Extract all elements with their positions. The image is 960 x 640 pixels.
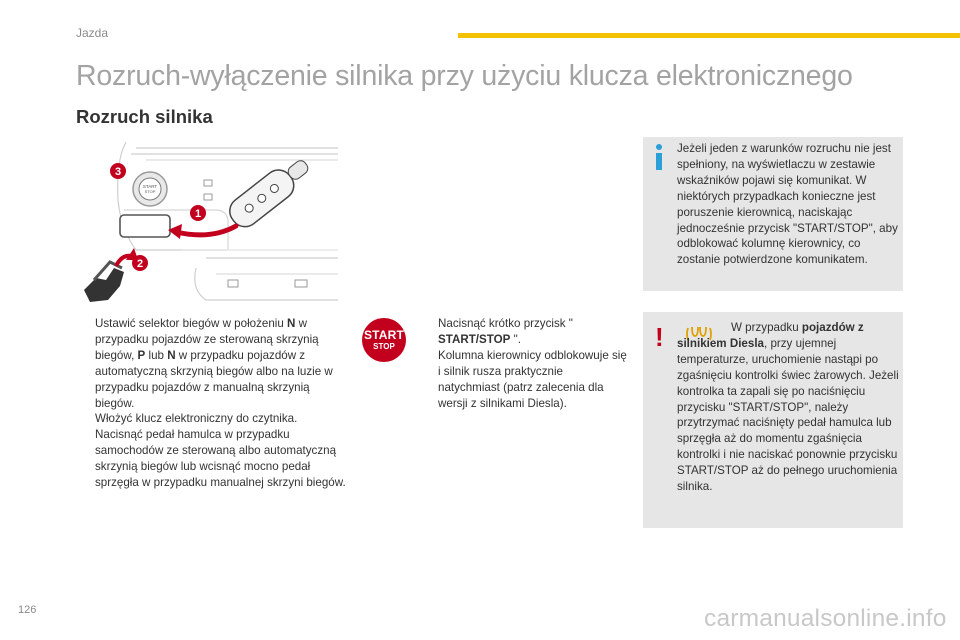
insert-arrow [176, 226, 236, 235]
section-label: Jazda [76, 26, 109, 40]
info-box [643, 137, 903, 291]
svg-text:START: START [142, 184, 158, 189]
step-item: Nacisnąć pedał hamulca w przypadku samochodów ze sterowaną albo automatyczną skrzynią biegów lub wcisnąć mocno pedał sprzęgła w przypadku manualnej skrzyni biegów. [95, 428, 346, 490]
start-stop-knob [133, 172, 167, 206]
page-number: 126 [18, 604, 37, 616]
steps-left [76, 316, 346, 491]
callout-1 [190, 205, 206, 221]
steps-mid [418, 316, 628, 411]
warning-mark-icon: ! [655, 322, 664, 352]
warning-box [643, 312, 903, 528]
callout-2 [132, 255, 148, 271]
step-item: Nacisnąć krótko przycisk " START/STOP ". Kolumna kierownicy odblokowuje się i silnik rusza praktycznie natychmiast (patrz zalecenia dla wersji z silnikami Diesla). [438, 317, 627, 410]
section-subtitle: Rozruch silnika [76, 106, 213, 127]
start-stop-button-icon: START STOP [362, 318, 406, 362]
watermark: carmanualsonline.info [704, 605, 947, 632]
pedal-foot [84, 248, 138, 302]
info-text: Jeżeli jeden z warunków rozruchu nie jest spełniony, na wyświetlaczu w zestawie wskaźników pojawi się komunikat. W niektórych przypadkach konieczne jest poruszenie kierownicą, naciskając jednocześnie przycisk "START/STOP", aby odblokować kolumnę kierownicy, co zostanie potwierdzone komunikatem. [677, 142, 898, 267]
warning-text: W przypadku pojazdów z silnikiem Diesla, przy ujemnej temperaturze, uruchomienie nastąpi po zgaśnięciu kontrolki świec żarowych. Jeżeli kontrolka ta zapali się po naciśnięciu przycisku "START/STOP", należy przytrzymać naciśnięty pedał hamulca lub sprzęgła aż do momentu zgaśnięcia kontrolki i nie naciskać ponownie przycisku START/STOP aż do pełnego uruchomienia silnika. [677, 321, 899, 494]
info-icon [653, 143, 665, 171]
header-accent-bar [458, 33, 960, 38]
step-item: Włożyć klucz elektroniczny do czytnika. [95, 412, 298, 426]
step-item: Ustawić selektor biegów w położeniu N w przypadku pojazdów ze sterowaną skrzynią biegów, P lub N w przypadku pojazdów z automatyczną skrzynią biegów albo na luzie w przypadku pojazdów z manualną skrzynią biegów. [95, 317, 333, 410]
svg-text:3: 3 [114, 166, 122, 178]
svg-text:2: 2 [136, 258, 144, 270]
svg-text:1: 1 [194, 208, 202, 220]
electronic-key [224, 152, 315, 232]
callout-3 [110, 163, 126, 179]
page-title: Rozruch-wyłączenie silnika przy użyciu klucza elektronicznego [76, 60, 853, 92]
ignition-illustration [76, 140, 338, 302]
svg-text:STOP: STOP [144, 189, 156, 194]
key-reader-slot [120, 215, 170, 237]
